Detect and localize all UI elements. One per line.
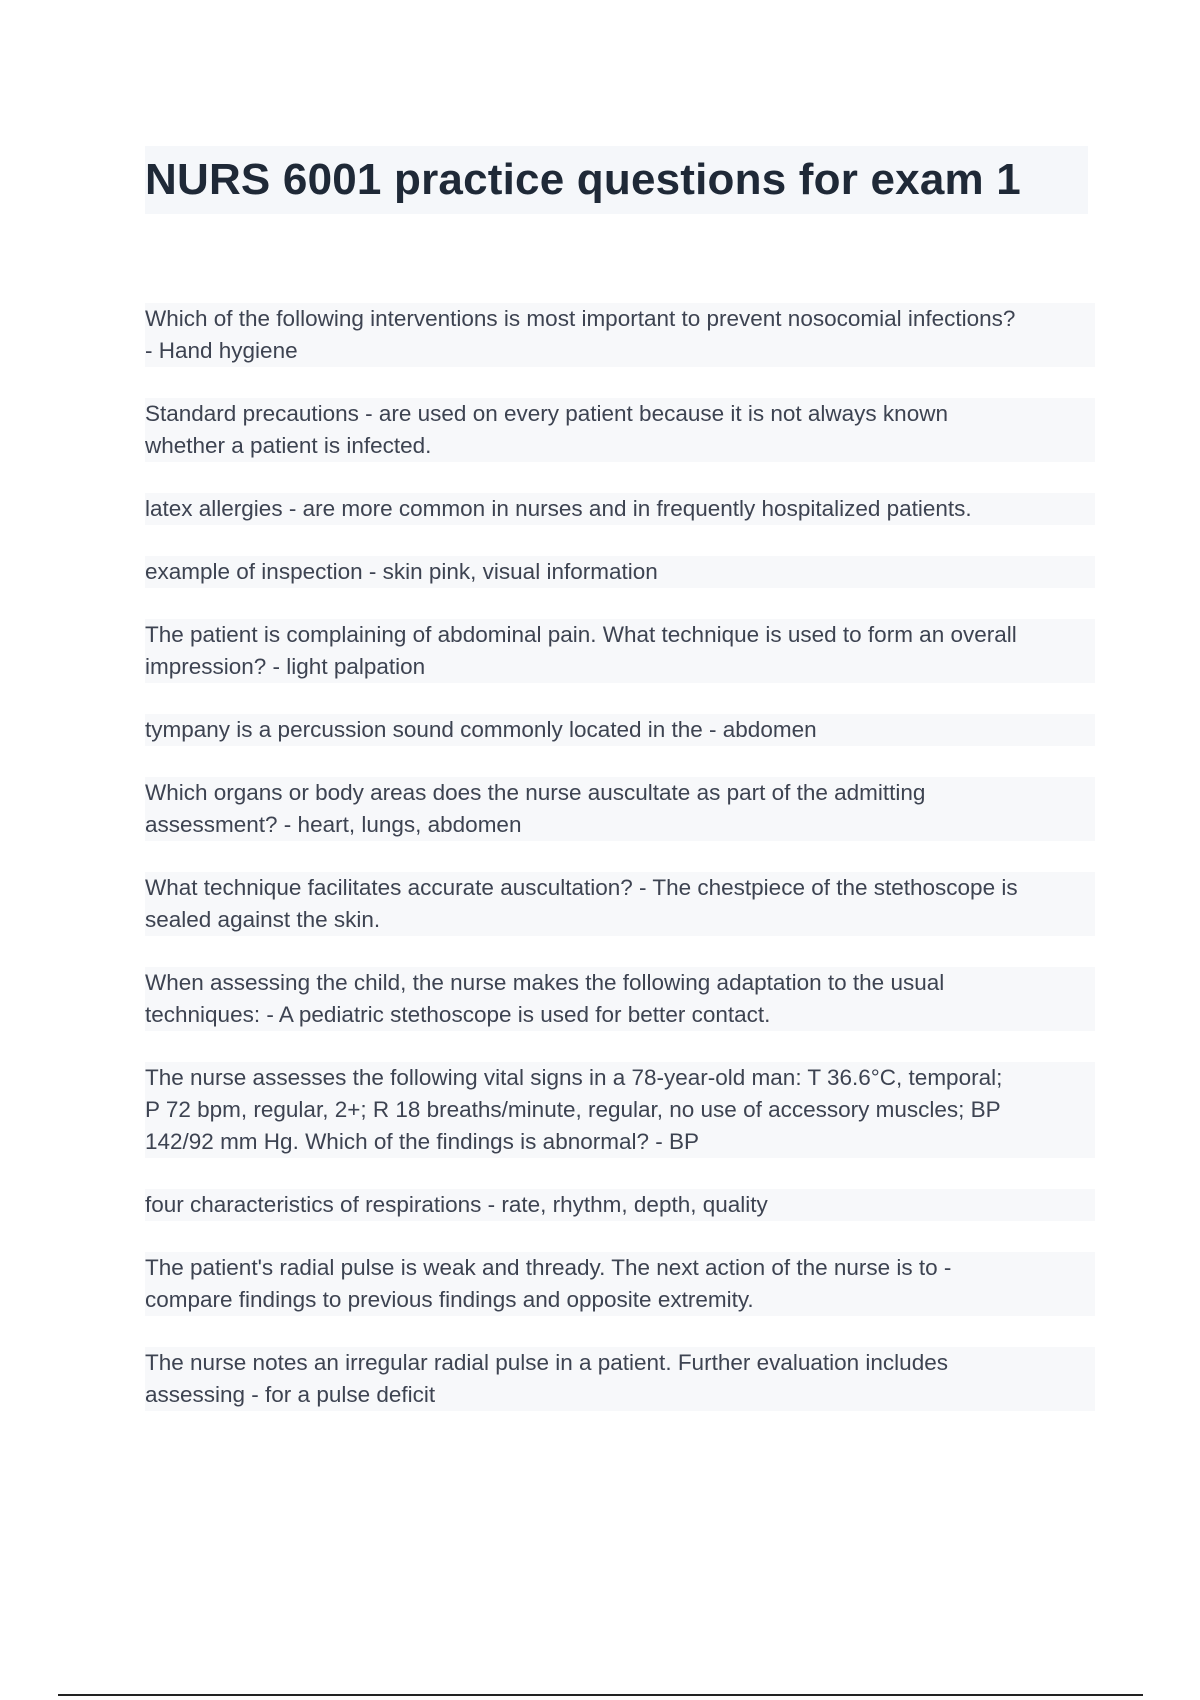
question-answer-line: latex allergies - are more common in nurses and in frequently hospitalized patients. xyxy=(145,493,1095,525)
question-answer-line: Which organs or body areas does the nurse auscultate as part of the admitting xyxy=(145,777,1095,809)
question-answer-line: tympany is a percussion sound commonly located in the - abdomen xyxy=(145,714,1095,746)
question-answer-item xyxy=(145,872,1095,936)
question-answer-line: techniques: - A pediatric stethoscope is used for better contact. xyxy=(145,999,1095,1031)
question-answer-line: example of inspection - skin pink, visual information xyxy=(145,556,1095,588)
footer-divider xyxy=(58,1694,1143,1696)
question-answer-line: When assessing the child, the nurse makes the following adaptation to the usual xyxy=(145,967,1095,999)
question-answer-line: sealed against the skin. xyxy=(145,904,1095,936)
question-answer-line: - Hand hygiene xyxy=(145,335,1095,367)
question-answer-line: whether a patient is infected. xyxy=(145,430,1095,462)
question-answer-item xyxy=(145,493,1095,525)
question-answer-line: The patient's radial pulse is weak and thready. The next action of the nurse is to - xyxy=(145,1252,1095,1284)
question-answer-item xyxy=(145,1252,1095,1316)
question-answer-line: four characteristics of respirations - rate, rhythm, depth, quality xyxy=(145,1189,1095,1221)
question-answer-line: The nurse notes an irregular radial pulse in a patient. Further evaluation includes xyxy=(145,1347,1095,1379)
question-answer-line: assessing - for a pulse deficit xyxy=(145,1379,1095,1411)
question-answer-item xyxy=(145,556,1095,588)
question-answer-line: P 72 bpm, regular, 2+; R 18 breaths/minute, regular, no use of accessory muscles; BP xyxy=(145,1094,1095,1126)
question-answer-line: Which of the following interventions is most important to prevent nosocomial infections? xyxy=(145,303,1095,335)
question-answer-list xyxy=(145,303,1095,1442)
title-banner xyxy=(145,146,1088,214)
question-answer-item xyxy=(145,1347,1095,1411)
question-answer-line: impression? - light palpation xyxy=(145,651,1095,683)
question-answer-item xyxy=(145,303,1095,367)
question-answer-item xyxy=(145,619,1095,683)
question-answer-line: What technique facilitates accurate auscultation? - The chestpiece of the stethoscope is xyxy=(145,872,1095,904)
question-answer-item xyxy=(145,1062,1095,1158)
question-answer-line: Standard precautions - are used on every patient because it is not always known xyxy=(145,398,1095,430)
question-answer-line: assessment? - heart, lungs, abdomen xyxy=(145,809,1095,841)
question-answer-item xyxy=(145,1189,1095,1221)
question-answer-line: The patient is complaining of abdominal pain. What technique is used to form an overall xyxy=(145,619,1095,651)
question-answer-item xyxy=(145,967,1095,1031)
question-answer-item xyxy=(145,777,1095,841)
question-answer-line: compare findings to previous findings and opposite extremity. xyxy=(145,1284,1095,1316)
question-answer-line: 142/92 mm Hg. Which of the findings is abnormal? - BP xyxy=(145,1126,1095,1158)
page-title: NURS 6001 practice questions for exam 1 xyxy=(145,155,1021,204)
question-answer-item xyxy=(145,398,1095,462)
question-answer-line: The nurse assesses the following vital signs in a 78-year-old man: T 36.6°C, temporal; xyxy=(145,1062,1095,1094)
question-answer-item xyxy=(145,714,1095,746)
